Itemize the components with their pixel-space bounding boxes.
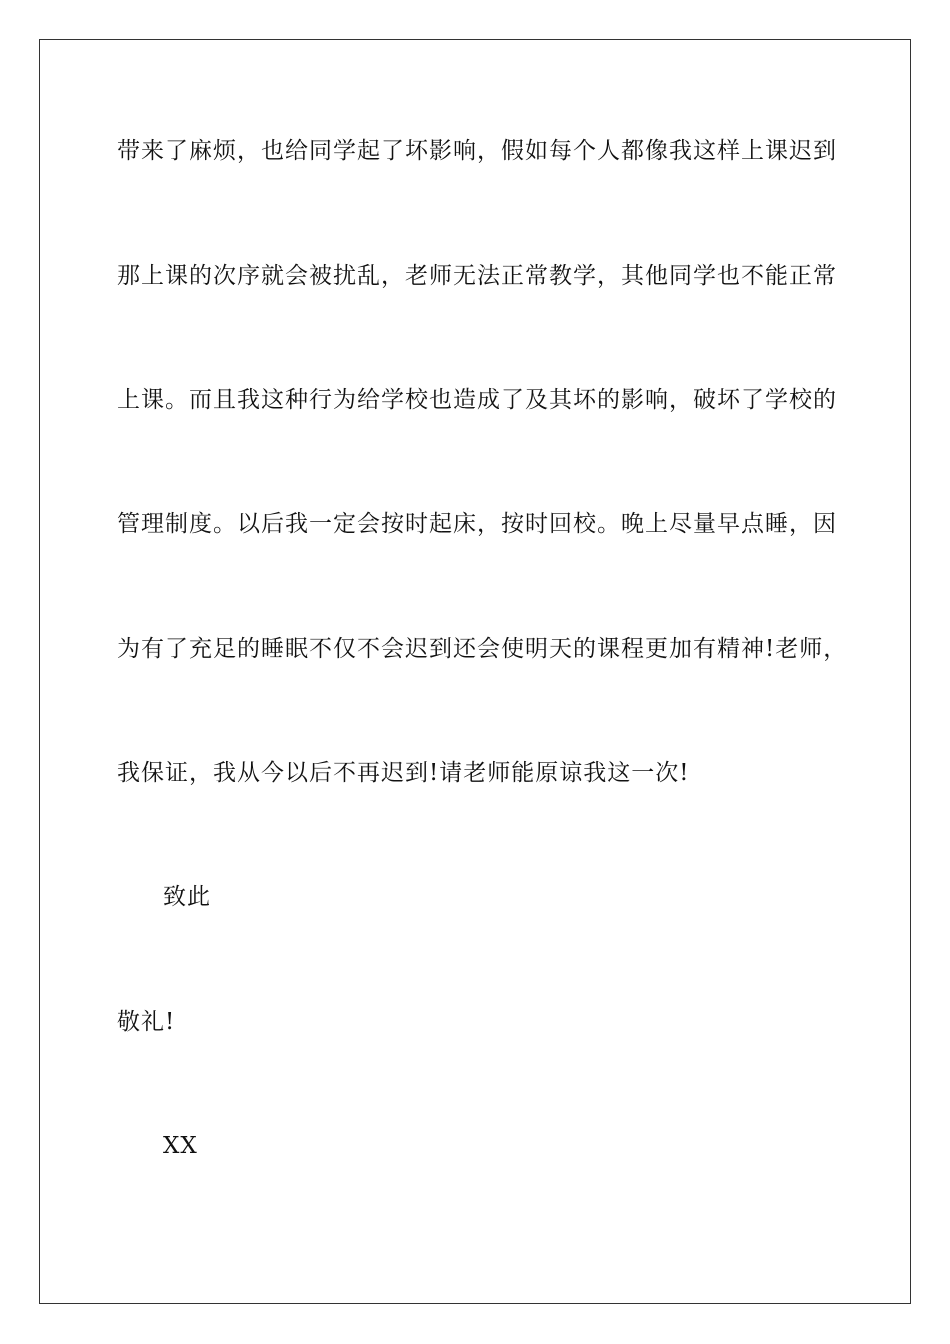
salute-text: 敬礼! [117, 1009, 176, 1035]
signature-text: XX [163, 1133, 198, 1159]
body-line-3: 上课。而且我这种行为给学校也造成了及其坏的影响，破坏了学校的 [117, 387, 837, 413]
body-line-6: 我保证，我从今以后不再迟到!请老师能原谅我这一次! [117, 760, 690, 786]
body-line-1: 带来了麻烦，也给同学起了坏影响，假如每个人都像我这样上课迟到 [117, 138, 837, 164]
body-line-4: 管理制度。以后我一定会按时起床，按时回校。晚上尽量早点睡，因 [117, 511, 837, 537]
body-line-2: 那上课的次序就会被扰乱，老师无法正常教学，其他同学也不能正常 [117, 263, 837, 289]
closing-text: 致此 [163, 884, 211, 910]
body-line-5: 为有了充足的睡眠不仅不会迟到还会使明天的课程更加有精神!老师， [117, 636, 848, 662]
page-frame [39, 39, 911, 1304]
